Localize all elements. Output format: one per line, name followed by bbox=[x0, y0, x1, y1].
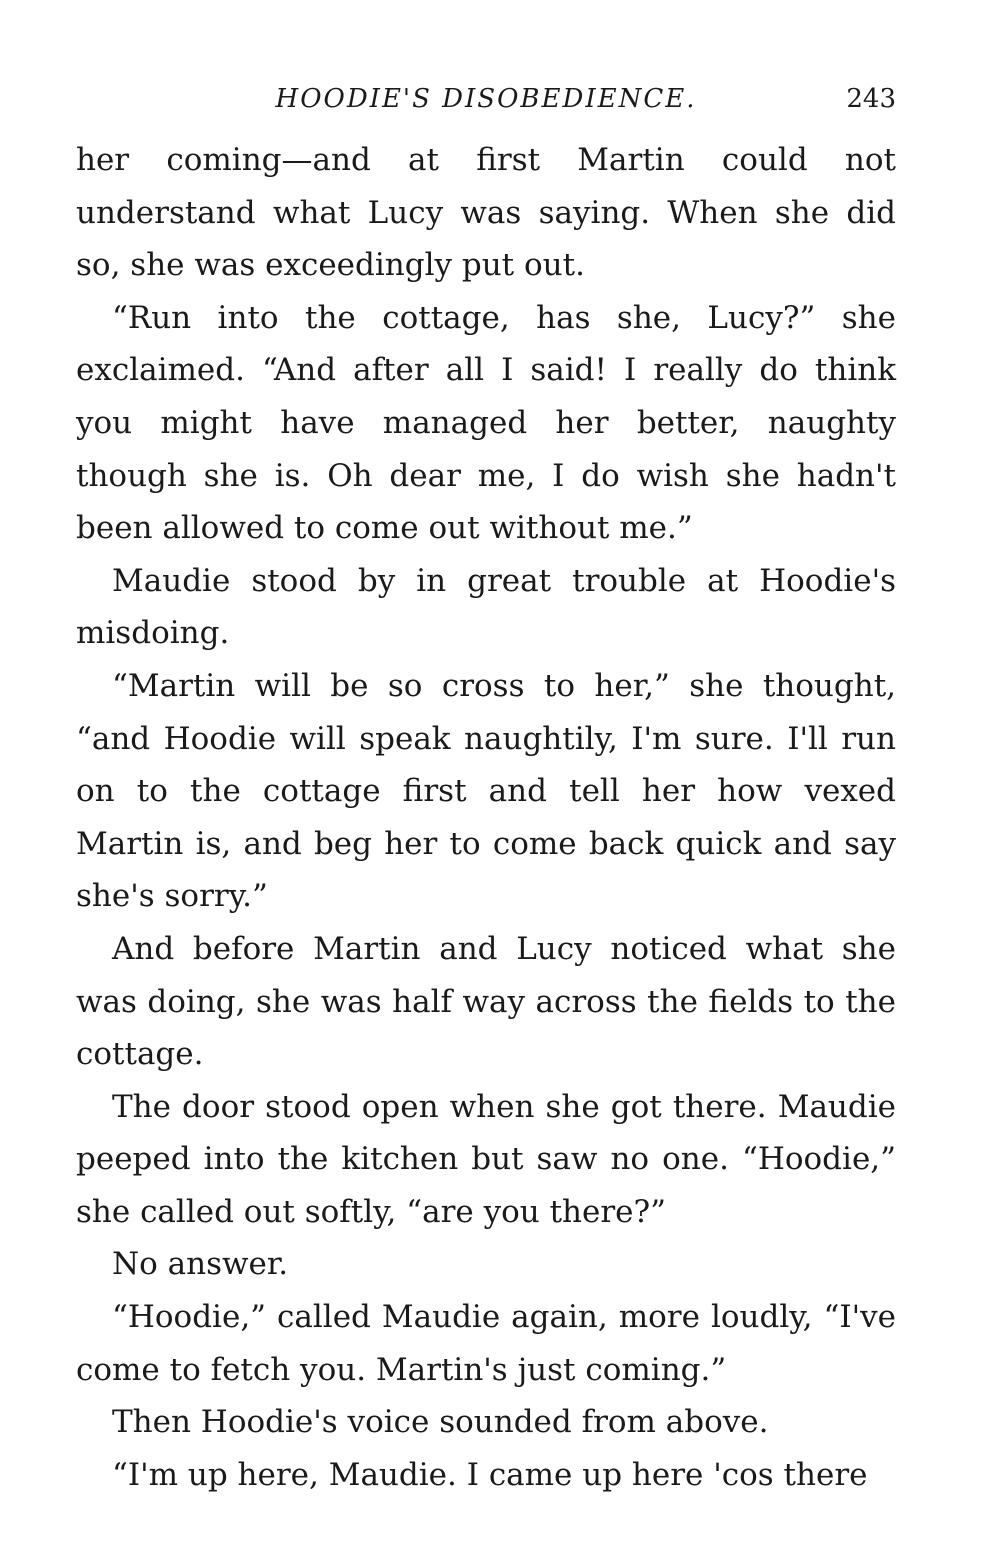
paragraph-8: “Hoodie,” called Maudie again, more loudly, “I've come to fetch you. Martin's just coming.” bbox=[76, 1299, 896, 1388]
paragraph-3: Maudie stood by in great trouble at Hoodie's misdoing. bbox=[76, 562, 896, 652]
page-body bbox=[76, 134, 896, 1501]
running-title: HOODIE'S DISOBEDIENCE. bbox=[275, 84, 697, 114]
running-head bbox=[76, 78, 896, 120]
paragraph-1: her coming—and at first Martin could not understand what Lucy was saying. When she did so, she was exceedingly put out. bbox=[76, 142, 896, 284]
paragraph-2: “Run into the cottage, has she, Lucy?” she exclaimed. “And after all I said! I really do think you might have managed her better, naughty though she is. Oh dear me, I do wish she hadn't been allowed to come out without me.” bbox=[76, 299, 896, 547]
book-page bbox=[76, 78, 896, 1501]
paragraph-4: “Martin will be so cross to her,” she thought, “and Hoodie will speak naughtily, I'm sure. I'll run on to the cottage first and tell her how vexed Martin is, and beg her to come back quick and say she's sorry.” bbox=[76, 667, 896, 915]
paragraph-10: “I'm up here, Maudie. I came up here 'cos there bbox=[112, 1456, 868, 1493]
paragraph-7: No answer. bbox=[112, 1246, 289, 1283]
paragraph-9: Then Hoodie's voice sounded from above. bbox=[112, 1404, 769, 1441]
page-number: 243 bbox=[846, 84, 896, 114]
paragraph-5: And before Martin and Lucy noticed what she was doing, she was half way across the fields to the cottage. bbox=[76, 930, 896, 1073]
paragraph-6: The door stood open when she got there. Maudie peeped into the kitchen but saw no one. “Hoodie,” she called out softly, “are you there?” bbox=[76, 1088, 896, 1230]
